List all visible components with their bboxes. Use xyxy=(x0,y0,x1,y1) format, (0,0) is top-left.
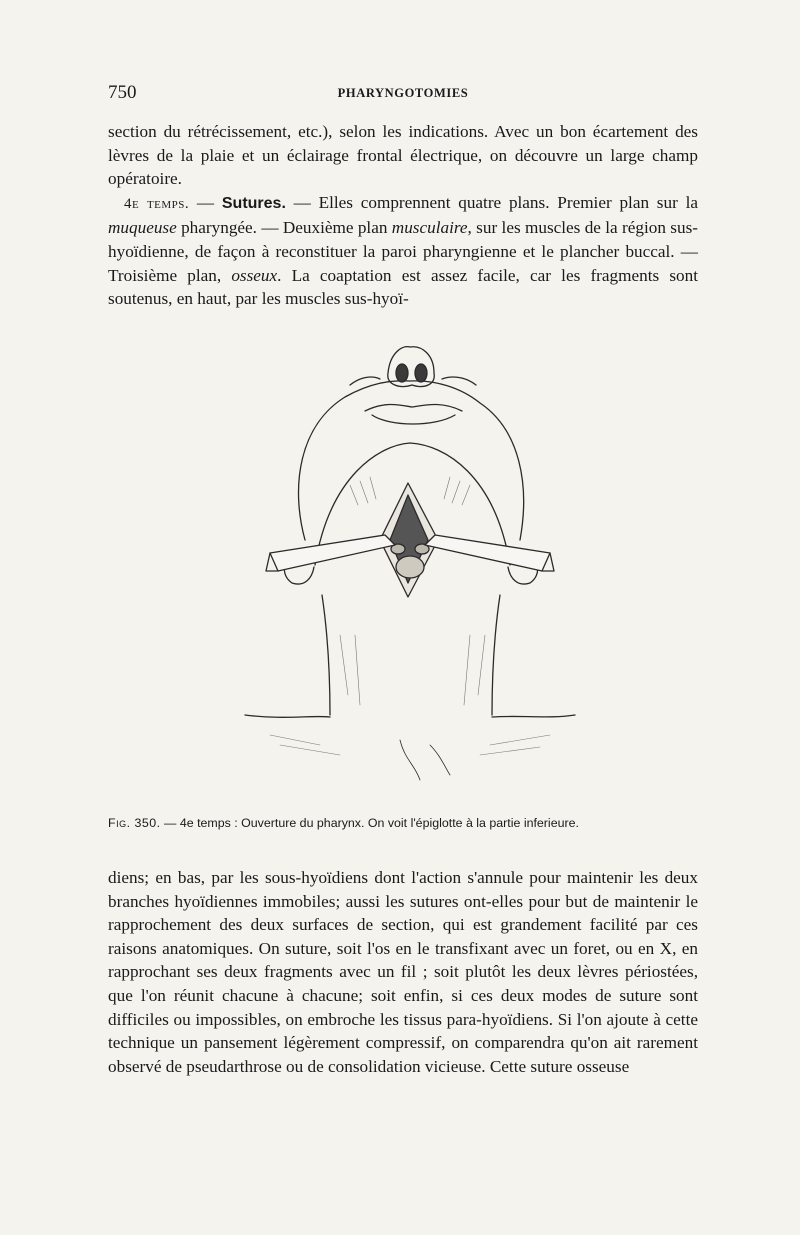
neck-right xyxy=(492,595,500,715)
retractor-right xyxy=(425,535,550,571)
text-run: . La coaptation est assez facile, car les fragments sont soutenus, en haut, par les muscles sus-hyoï- xyxy=(108,265,699,309)
text-run: , sur les muscles de la région sus-hyoïdienne, de façon à reconstituer la paroi pharyngienne et le plancher buccal. — Troisième plan, xyxy=(108,218,698,285)
shoulder-line xyxy=(245,715,575,717)
nostril-left xyxy=(396,364,408,382)
paragraph: diens; en bas, par les sous-hyoïdiens dont l'action s'annule pour maintenir les deux branches hyoïdiennes immobiles; aussi les sutures ont-elles pour but de maintenir le rapprochement des deux surfaces de section, qui est grandement facilité par ces raisons anatomiques. On suture, soit l'os en le transfixant avec un foret, ou en X, en rapprochant ses deux fragments avec un fil ; soit plutôt les deux lèvres périostées, que l'on réunit chacune à chacune; soit enfin, si ces deux modes de suture sont difficiles ou impossibles, on embroche les tissus para-hyoïdiens. Si l'on ajoute à cette technique un pansement légèrement compressif, on comparendra qu'on ait rarement observé de pseudarthrose ou de consolidation vicieuse. Cette suture osseuse xyxy=(108,868,698,1076)
text-run: pharyngée. — Deuxième plan xyxy=(176,218,392,238)
emphasis: musculaire xyxy=(391,218,468,238)
step-label: 4e temps. xyxy=(124,195,190,212)
surgical-illustration xyxy=(230,335,590,785)
text-run: — Elles comprennent quatre plans. Premier plan sur la xyxy=(285,192,698,212)
page-number: 750 xyxy=(108,82,137,103)
figure-caption xyxy=(108,816,703,830)
page-header xyxy=(108,82,698,106)
caption-text: — 4e temps : Ouverture du pharynx. On voit l'épiglotte à la partie inferieure. xyxy=(160,816,579,830)
emphasis: muqueuse xyxy=(108,218,177,238)
step-title: Sutures. xyxy=(221,194,286,212)
bottom-text-block xyxy=(108,866,698,1078)
upper-lip xyxy=(365,405,462,412)
paragraph-sutures xyxy=(108,191,698,311)
paragraph: section du rétrécissement, etc.), selon les indications. Avec un bon écartement des lèvres de la plaie et un éclairage frontal électrique, on découvre un large champ opératoire. xyxy=(108,122,698,189)
running-title: PHARYNGOTOMIES xyxy=(337,86,469,100)
nostril-right xyxy=(415,364,427,382)
emphasis: osseux xyxy=(231,265,278,285)
epiglottis xyxy=(396,556,424,578)
step-dash: — xyxy=(189,192,222,212)
neck-left xyxy=(322,595,330,715)
lower-lip xyxy=(372,415,455,424)
top-text-block xyxy=(108,120,698,311)
retractor-left xyxy=(270,535,395,571)
caption-label: Fig. 350. xyxy=(108,816,161,830)
